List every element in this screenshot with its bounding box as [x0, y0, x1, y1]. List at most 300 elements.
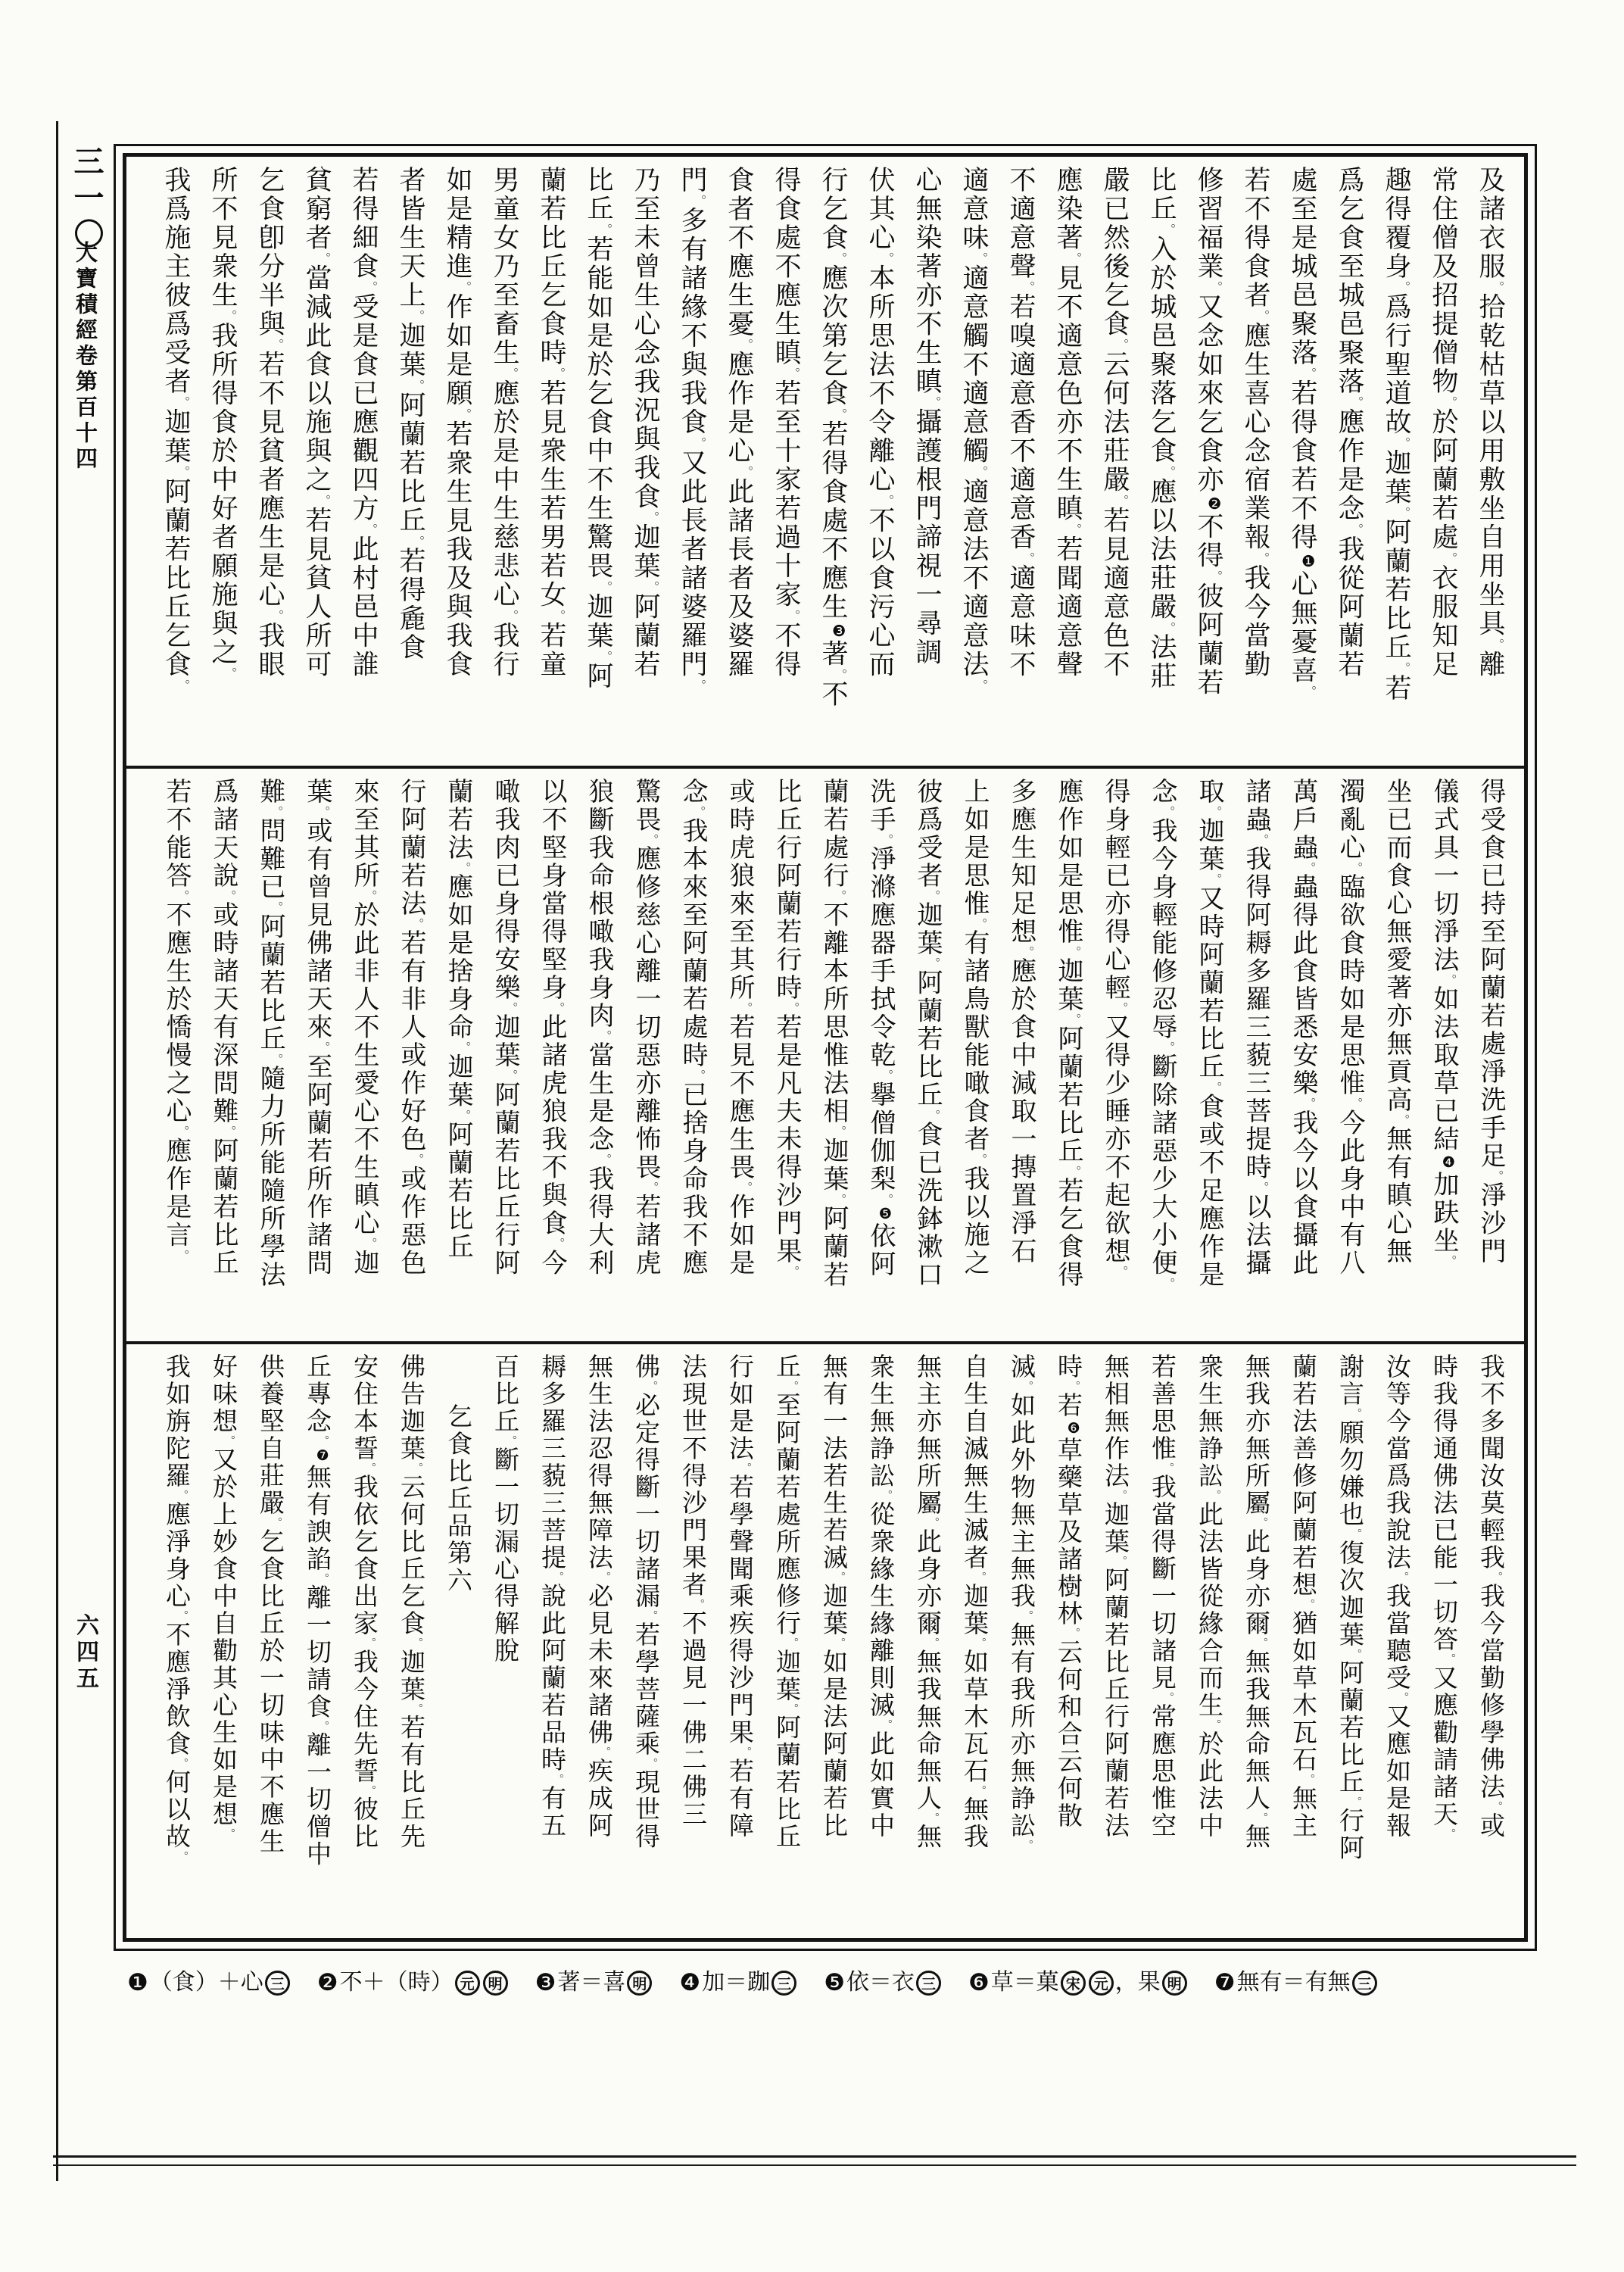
punctuation: 。 — [176, 1490, 189, 1501]
punctuation: 。 — [1302, 685, 1316, 698]
edition-mark-icon: 元 — [455, 1971, 480, 1996]
text-column: 趣得覆身。爲行聖道故。迦葉。阿蘭若比丘。若 — [1382, 166, 1411, 703]
text-column: 坐已而食心無愛著亦無貢高。無有瞋心無 — [1382, 778, 1410, 1266]
collation-marker-icon: ❸ — [830, 621, 847, 640]
collation-marker-icon: ❼ — [313, 1446, 330, 1464]
punctuation: 。 — [739, 1002, 753, 1014]
text-column: 我不多聞汝莫輕我。我今當勤修學佛法。或 — [1476, 1353, 1504, 1840]
punctuation: 。 — [1396, 436, 1410, 449]
punctuation: 。 — [1021, 1609, 1033, 1621]
punctuation: 。 — [1208, 806, 1222, 818]
text-column: 修習福業。又念如來乞食亦❷不得。彼阿蘭若 — [1194, 166, 1223, 698]
punctuation: 。 — [880, 1069, 893, 1081]
collation-note: ❷ 不＋（時） 元 明 — [317, 1966, 510, 1999]
text-column: 適意味。適意觸不適意觸。適意法不適意法。 — [959, 166, 989, 691]
text-column: 葉。或有曾見佛諸天來。至阿蘭若所作諸問 — [303, 778, 331, 1278]
punctuation: 。 — [1443, 551, 1457, 564]
punctuation: 。 — [504, 367, 518, 379]
punctuation: 。 — [1208, 1718, 1221, 1731]
punctuation: 。 — [176, 1850, 189, 1862]
punctuation: 。 — [1021, 281, 1034, 293]
punctuation: 。 — [645, 1381, 658, 1392]
punctuation: 。 — [974, 918, 987, 930]
punctuation: 。 — [316, 1720, 329, 1732]
punctuation: 。 — [786, 609, 800, 622]
punctuation: 。 — [786, 367, 800, 379]
punctuation: 。 — [880, 834, 893, 846]
text-column: 濁亂心。臨欲食時如是思惟。今此身中有八 — [1336, 778, 1364, 1278]
punctuation: 。 — [1161, 223, 1175, 236]
punctuation: 。 — [1208, 873, 1222, 885]
text-column: 驚畏。應修慈心離一切惡亦離怖畏。若諸虎 — [631, 778, 659, 1278]
edition-mark-icon: 元 — [1089, 1971, 1114, 1996]
punctuation: 。 — [1255, 1181, 1269, 1194]
punctuation: 。 — [927, 890, 940, 902]
punctuation: 。 — [363, 523, 377, 535]
punctuation: 。 — [223, 310, 236, 322]
punctuation: 。 — [504, 1435, 517, 1447]
collation-note-number-icon: ❶ — [127, 1969, 148, 1996]
punctuation: 。 — [1255, 1517, 1268, 1528]
punctuation: 。 — [270, 806, 283, 818]
text-column: 蘭若法善修阿蘭若想。猶如草木瓦石。無主 — [1289, 1353, 1316, 1840]
punctuation: 。 — [223, 1125, 236, 1138]
punctuation: 。 — [786, 1637, 799, 1649]
punctuation: 。 — [645, 511, 659, 523]
punctuation: 。 — [786, 1381, 799, 1392]
punctuation: 。 — [692, 1599, 705, 1610]
punctuation: 。 — [176, 465, 189, 478]
punctuation: 。 — [1068, 1165, 1081, 1177]
text-column: 爲乞食至城邑聚落。應作是念。我從阿蘭若 — [1335, 166, 1364, 679]
punctuation: 。 — [692, 436, 706, 449]
collation-note: ❹ 加＝跏 三 — [679, 1966, 798, 1999]
punctuation: 。 — [739, 1746, 752, 1758]
punctuation: 。 — [1443, 974, 1457, 986]
punctuation: 。 — [692, 195, 706, 207]
collation-note: ❼ 無有＝有無 三 — [1214, 1966, 1379, 1999]
punctuation: 。 — [551, 609, 565, 622]
punctuation: 。 — [551, 1237, 565, 1250]
punctuation: 。 — [223, 1435, 235, 1447]
collation-marker-icon: ❺ — [876, 1204, 893, 1222]
footer-rule — [53, 2155, 1576, 2158]
text-column: 自生自滅無生滅者。迦葉。如草木瓦石。無我 — [960, 1353, 987, 1851]
text-column: 法現世不得沙門果者。不過見一佛二佛三 — [678, 1353, 706, 1828]
punctuation: 。 — [1490, 1571, 1503, 1583]
punctuation: 。 — [176, 1757, 189, 1769]
punctuation: 。 — [270, 901, 283, 913]
punctuation: 。 — [1396, 1691, 1409, 1703]
text-column: 難。問難已。阿蘭若比丘。隨力所能隨所學法 — [256, 778, 284, 1289]
text-column: 萬戶蟲。蟲得此食皆悉安樂。我今以食攝此 — [1289, 778, 1317, 1278]
punctuation: 。 — [270, 1517, 282, 1528]
punctuation: 。 — [1255, 310, 1269, 322]
text-column: 狼斷我命根噉我身肉。當生是念。我得大利 — [584, 778, 613, 1278]
punctuation: 。 — [833, 1637, 846, 1649]
punctuation: 。 — [1161, 465, 1175, 478]
punctuation: 。 — [363, 890, 377, 902]
punctuation: 。 — [974, 1637, 987, 1649]
text-column: 無我亦無所屬。此身亦爾。無我無命無人。無 — [1242, 1353, 1269, 1851]
punctuation: 。 — [1302, 1599, 1315, 1610]
punctuation: 。 — [1161, 1691, 1174, 1703]
text-column: 行阿蘭若法。若有非人或作好色。或作惡色 — [397, 778, 425, 1278]
punctuation: 。 — [974, 1571, 987, 1583]
punctuation: 。 — [786, 1266, 800, 1278]
punctuation: 。 — [551, 1571, 564, 1583]
punctuation: 。 — [1490, 1800, 1503, 1812]
text-column: 得身輕已亦得心輕。又得少睡亦不起欲想。 — [1101, 778, 1129, 1278]
text-column: 爲諸天說。或時諸天有深問難。阿蘭若比丘 — [209, 778, 237, 1278]
text-column: 衆生無諍訟。此法皆從緣合而生。於此法中 — [1195, 1353, 1222, 1840]
text-column: 彼爲受者。迦葉。阿蘭若比丘。食已洗鉢漱口 — [913, 778, 941, 1289]
punctuation: 。 — [223, 1827, 235, 1840]
text-column: 及諸衣服。拾乾枯草以用敷坐自用坐具。離 — [1476, 166, 1505, 679]
text-column: 以不堅身當得堅身。此諸虎狼我不與食。今 — [538, 778, 566, 1278]
punctuation: 。 — [833, 1571, 846, 1583]
punctuation: 。 — [833, 890, 846, 902]
text-column: 男童女乃至畜生。應於是中生慈悲心。我行 — [490, 166, 519, 679]
text-column: 噉我肉已身得安樂。迦葉。阿蘭若比丘行阿 — [491, 778, 519, 1278]
punctuation: 。 — [176, 1249, 189, 1261]
text-column: 滅。如此外物無主無我。無有我所亦無諍訟。 — [1007, 1353, 1034, 1851]
collation-note-number-icon: ❸ — [535, 1969, 556, 1996]
text-band-middle — [126, 769, 1524, 1344]
punctuation: 。 — [410, 1462, 423, 1474]
punctuation: 。 — [692, 679, 706, 691]
edition-mark-icon: 三 — [916, 1971, 941, 1996]
punctuation: 。 — [1114, 1266, 1128, 1278]
text-column: 所不見衆生。我所得食於中好者願施與之。 — [208, 166, 238, 679]
text-column: 蘭若比丘乞食時。若見衆生若男若女。若童 — [537, 166, 566, 679]
punctuation: 。 — [1208, 281, 1222, 293]
text-column: 念。我今身輕能修忍辱。斷除諸惡少大小便。 — [1148, 778, 1176, 1289]
punctuation: 。 — [927, 1812, 940, 1824]
punctuation: 。 — [457, 407, 471, 420]
punctuation: 。 — [1490, 1170, 1504, 1182]
punctuation: 。 — [551, 1773, 564, 1785]
punctuation: 。 — [1114, 339, 1128, 351]
punctuation: 。 — [363, 1462, 376, 1474]
text-column: 蘭若法。應如是捨身命。迦葉。阿蘭若比丘 — [444, 778, 472, 1261]
punctuation: 。 — [1349, 862, 1363, 874]
punctuation: 。 — [457, 1041, 471, 1053]
punctuation: 。 — [457, 281, 471, 293]
collation-note-number-icon: ❼ — [1214, 1969, 1236, 1996]
page-number-bottom: 六四五 — [73, 1613, 98, 1693]
punctuation: 。 — [974, 679, 987, 691]
punctuation: 。 — [1443, 1255, 1457, 1267]
text-column: 若不得食者。應生喜心念宿業報。我今當勤 — [1241, 166, 1270, 679]
punctuation: 。 — [1114, 494, 1128, 507]
punctuation: 。 — [410, 379, 424, 392]
text-column: 念。我本來至阿蘭若處時。已捨身命我不應 — [678, 778, 706, 1278]
text-column: 諸蟲。我得阿耨多羅三藐三菩提時。以法攝 — [1242, 778, 1270, 1278]
punctuation: 。 — [1396, 506, 1410, 519]
punctuation: 。 — [316, 1041, 330, 1053]
edition-mark-icon: 三 — [265, 1971, 290, 1996]
punctuation: 。 — [880, 1490, 893, 1501]
text-column: 百比丘。斷一切漏心得解脫 — [491, 1353, 518, 1665]
text-column: 心無染著亦不生瞋。攝護根門諦視一尋調 — [912, 166, 942, 667]
punctuation: 。 — [1114, 1002, 1128, 1014]
punctuation: 。 — [1208, 570, 1222, 582]
text-frame-inner — [123, 153, 1528, 1942]
punctuation: 。 — [739, 339, 753, 351]
punctuation: 。 — [786, 1002, 800, 1014]
punctuation: 。 — [176, 890, 189, 902]
punctuation: 。 — [176, 679, 189, 691]
text-column: 取。迦葉。又時阿蘭若比丘。食或不足應作是 — [1195, 778, 1223, 1289]
text-column: 衆生無諍訟。從衆緣生緣離則滅。此如實中 — [866, 1353, 893, 1840]
edition-mark-icon: 明 — [627, 1971, 652, 1996]
punctuation: 。 — [363, 1637, 376, 1649]
text-column: 丘專念。❼無有諛諂。離一切請食。離一切僧中 — [303, 1353, 330, 1868]
punctuation: 。 — [927, 957, 940, 969]
footer-rule-secondary — [53, 2164, 1576, 2166]
collation-note: ❻ 草＝菓 宋 元 ，果 明 — [968, 1966, 1189, 1999]
punctuation: 。 — [1114, 1555, 1127, 1567]
punctuation: 。 — [316, 806, 330, 818]
text-column: 應染著。見不適意色亦不生瞋。若聞適意聲 — [1053, 166, 1083, 679]
punctuation: 。 — [223, 666, 236, 679]
text-column: 時。若❻草藥草及諸樹林。云何和合云何散 — [1054, 1353, 1081, 1830]
punctuation: 。 — [176, 1609, 189, 1621]
text-column: 佛告迦葉。云何比丘乞食。迦葉。若有比丘先 — [397, 1353, 424, 1851]
text-column: 我爲施主彼爲受者。迦葉。阿蘭若比丘乞食。 — [161, 166, 191, 691]
text-column: 若善思惟。我當得斷一切諸見。常應思惟空 — [1148, 1353, 1175, 1840]
collation-marker-icon: ❶ — [1299, 551, 1317, 570]
punctuation: 。 — [457, 862, 471, 874]
punctuation: 。 — [786, 1702, 799, 1715]
punctuation: 。 — [1255, 551, 1269, 564]
punctuation: 。 — [1021, 1839, 1033, 1851]
text-band-lower — [126, 1344, 1524, 1938]
collation-marker-icon: ❷ — [1205, 494, 1223, 513]
text-column: 貧窮者。當減此食以施與之。若見貧人所可 — [302, 166, 332, 679]
punctuation: 。 — [270, 609, 283, 622]
text-column: 常住僧及招提僧物。於阿蘭若處。衣服知足 — [1429, 166, 1458, 679]
text-column: 洗手。淨滌應器手拭令乾。擧僧伽梨。❺依阿 — [866, 778, 894, 1278]
punctuation: 。 — [1114, 1490, 1127, 1501]
punctuation: 。 — [974, 252, 987, 264]
punctuation: 。 — [410, 1153, 424, 1166]
punctuation: 。 — [363, 1784, 376, 1796]
punctuation: 。 — [833, 1193, 846, 1205]
text-frame — [114, 144, 1537, 1951]
punctuation: 。 — [1349, 396, 1363, 408]
punctuation: 。 — [645, 580, 659, 593]
text-column: 若得細食。受是食已應觀四方。此村邑中誰 — [349, 166, 379, 679]
punctuation: 。 — [645, 834, 659, 846]
punctuation: 。 — [457, 1109, 471, 1121]
punctuation: 。 — [1396, 281, 1410, 293]
punctuation: 。 — [316, 494, 330, 507]
text-column: 好味想。又於上妙食中自勸其心生如是想。 — [209, 1353, 236, 1840]
punctuation: 。 — [598, 1153, 612, 1166]
indent-spacer — [457, 1353, 458, 1378]
punctuation: 。 — [833, 1125, 846, 1138]
collation-marker-icon: ❻ — [1064, 1418, 1081, 1437]
punctuation: 。 — [739, 1181, 753, 1194]
punctuation: 。 — [974, 1784, 987, 1796]
text-column: 或時虎狼來至其所。若見不應生畏。作如是 — [725, 778, 753, 1278]
text-column: 不適意聲。若嗅適意香不適意香。適意味不 — [1006, 166, 1036, 679]
text-column: 謝言。願勿嫌也。復次迦葉。阿蘭若比丘。行阿 — [1336, 1353, 1363, 1862]
text-column: 如是精進。作如是願。若衆生見我及與我食 — [443, 166, 472, 679]
punctuation: 。 — [598, 580, 612, 593]
edition-mark-icon: 三 — [1352, 1971, 1377, 1996]
text-column: 蘭若處行。不離本所思惟法相。迦葉。阿蘭若 — [819, 778, 847, 1289]
edition-mark-icon: 宋 — [1061, 1971, 1086, 1996]
punctuation: 。 — [551, 1002, 565, 1014]
punctuation: 。 — [504, 609, 518, 622]
text-column: 行乞食。應次第乞食。若得食處不應生❸著。不 — [818, 166, 848, 710]
text-column: 乃至未曾生心念我況與我食。迦葉。阿蘭若 — [631, 166, 660, 679]
collation-marker-icon: ❹ — [1439, 1153, 1457, 1172]
punctuation: 。 — [1161, 1462, 1174, 1474]
edition-mark-icon: 明 — [1162, 1971, 1187, 1996]
punctuation: 。 — [316, 1572, 329, 1584]
punctuation: 。 — [927, 1637, 940, 1649]
punctuation: 。 — [692, 806, 706, 818]
punctuation: 。 — [880, 1193, 893, 1205]
collation-note-number-icon: ❻ — [968, 1969, 990, 1996]
punctuation: 。 — [1443, 1827, 1456, 1840]
punctuation: 。 — [1443, 396, 1457, 408]
punctuation: 。 — [833, 252, 846, 264]
punctuation: 。 — [598, 1571, 611, 1583]
text-column: 門。多有諸緣不與我食。又此長者諸婆羅門。 — [678, 166, 707, 691]
punctuation: 。 — [1161, 1277, 1175, 1289]
punctuation: 。 — [1161, 1041, 1175, 1053]
punctuation: 。 — [880, 252, 893, 264]
punctuation: 。 — [1349, 1648, 1362, 1660]
punctuation: 。 — [410, 535, 424, 548]
punctuation: 。 — [1349, 1796, 1362, 1808]
text-column: 食者不應生憂。應作是心。此諸長者及婆羅 — [725, 166, 754, 679]
punctuation: 。 — [1396, 662, 1410, 674]
punctuation: 。 — [1021, 946, 1034, 958]
punctuation: 。 — [974, 1153, 987, 1166]
punctuation: 。 — [551, 367, 565, 379]
text-column: 我如旃陀羅。應淨身心。不應淨飲食。何以故。 — [162, 1353, 189, 1862]
text-column: 丘。至阿蘭若處所應修行。迦葉。阿蘭若比丘 — [772, 1353, 800, 1851]
punctuation: 。 — [927, 1109, 940, 1121]
collation-note: ❶ （食）＋心 三 — [127, 1966, 291, 1999]
text-column: 乞食卽分半與。若不見貧者應生是心。我眼 — [255, 166, 285, 679]
text-column: 供養堅自莊嚴。乞食比丘於一切味中不應生 — [256, 1353, 283, 1855]
punctuation: 。 — [504, 1069, 518, 1081]
punctuation: 。 — [223, 890, 236, 902]
punctuation: 。 — [833, 668, 846, 681]
punctuation: 。 — [927, 1517, 940, 1528]
punctuation: 。 — [1396, 1114, 1410, 1126]
punctuation: 。 — [1443, 1653, 1456, 1665]
text-column: 無生法忍得無障法。必見未來諸佛。疾成阿 — [584, 1353, 612, 1840]
text-column: 乞食比丘品第六 — [434, 1353, 481, 1929]
collation-note: ❸ 著＝喜 明 — [535, 1966, 654, 1999]
punctuation: 。 — [692, 1069, 706, 1081]
text-column: 者皆生天上。迦葉。阿蘭若比丘。若得麁食 — [396, 166, 425, 663]
punctuation: 。 — [1349, 1408, 1362, 1419]
text-column: 無主亦無所屬。此身亦爾。無我無命無人。無 — [913, 1353, 940, 1851]
punctuation: 。 — [1396, 1571, 1409, 1583]
punctuation: 。 — [1068, 1381, 1080, 1392]
punctuation: 。 — [1349, 1528, 1362, 1540]
punctuation: 。 — [645, 1757, 658, 1769]
punctuation: 。 — [1255, 834, 1269, 846]
punctuation: 。 — [1161, 806, 1175, 818]
text-column: 比丘。若能如是於乞食中不生驚畏。迦葉。阿 — [584, 166, 613, 691]
punctuation: 。 — [1068, 1013, 1081, 1025]
text-column: 多應生知足想。應於食中減取一摶置淨石 — [1007, 778, 1035, 1266]
punctuation: 。 — [833, 407, 846, 420]
punctuation: 。 — [598, 223, 612, 236]
page-number-top: 三一〇 — [70, 145, 104, 254]
text-column: 行如是法。若學聲聞乘疾得沙門果。若有障 — [725, 1353, 753, 1840]
text-column: 儀式具一切淨法。如法取草已結❹加趺坐。 — [1429, 778, 1457, 1267]
punctuation: 。 — [739, 1462, 752, 1474]
text-column: 若不能答。不應生於憍慢之心。應作是言。 — [162, 778, 190, 1261]
punctuation: 。 — [1302, 862, 1316, 874]
punctuation: 。 — [1068, 252, 1081, 264]
text-column: 得食處不應生瞋。若至十家若過十家。不得 — [771, 166, 801, 679]
text-column: 無相無作法。迦葉。阿蘭若比丘行阿蘭若法 — [1101, 1353, 1128, 1840]
punctuation: 。 — [1068, 1627, 1080, 1639]
text-column: 無有一法若生若滅。迦葉。如是法阿蘭若比 — [819, 1353, 846, 1840]
punctuation: 。 — [1349, 1097, 1363, 1109]
punctuation: 。 — [880, 1718, 893, 1731]
text-column: 應作如是思惟。迦葉。阿蘭若比丘。若乞食得 — [1054, 778, 1082, 1289]
punctuation: 。 — [974, 465, 987, 478]
punctuation: 。 — [598, 650, 612, 663]
text-column: 得受食已持至阿蘭若處淨洗手足。淨沙門 — [1476, 778, 1504, 1266]
punctuation: 。 — [363, 1237, 377, 1250]
punctuation: 。 — [410, 1702, 423, 1715]
text-column: 汝等今當爲我說法。我當聽受。又應如是報 — [1382, 1353, 1410, 1840]
punctuation: 。 — [176, 1125, 189, 1138]
punctuation: 。 — [1255, 1637, 1268, 1649]
indent-spacer — [457, 1378, 458, 1403]
punctuation: 。 — [363, 281, 377, 293]
punctuation: 。 — [927, 396, 940, 408]
punctuation: 。 — [1349, 523, 1363, 535]
text-column: 耨多羅三藐三菩提。說此阿蘭若品時。有五 — [538, 1353, 565, 1840]
punctuation: 。 — [1302, 367, 1316, 379]
collation-note-number-icon: ❹ — [679, 1969, 701, 1996]
text-column: 比丘行阿蘭若行時。若是凡夫未得沙門果。 — [772, 778, 800, 1278]
punctuation: 。 — [410, 1637, 423, 1649]
punctuation: 。 — [598, 1746, 611, 1758]
edition-mark-icon: 三 — [771, 1971, 796, 1996]
collation-notes — [127, 1966, 1543, 1999]
punctuation: 。 — [1302, 1097, 1316, 1109]
punctuation: 。 — [176, 396, 189, 408]
punctuation: 。 — [1302, 1773, 1315, 1785]
punctuation: 。 — [645, 1609, 658, 1621]
punctuation: 。 — [880, 494, 893, 507]
text-column: 伏其心。本所思法不令離心。不以食污心而 — [865, 166, 895, 679]
punctuation: 。 — [1490, 281, 1504, 293]
text-column: 嚴已然後乞食。云何法莊嚴。若見適意色不 — [1100, 166, 1130, 679]
edition-mark-icon: 明 — [483, 1971, 508, 1996]
text-band-upper — [126, 157, 1524, 769]
volume-title: 大寶積經卷第百十四 — [73, 241, 97, 473]
punctuation: 。 — [410, 310, 424, 322]
collation-note-number-icon: ❷ — [316, 1969, 338, 1996]
